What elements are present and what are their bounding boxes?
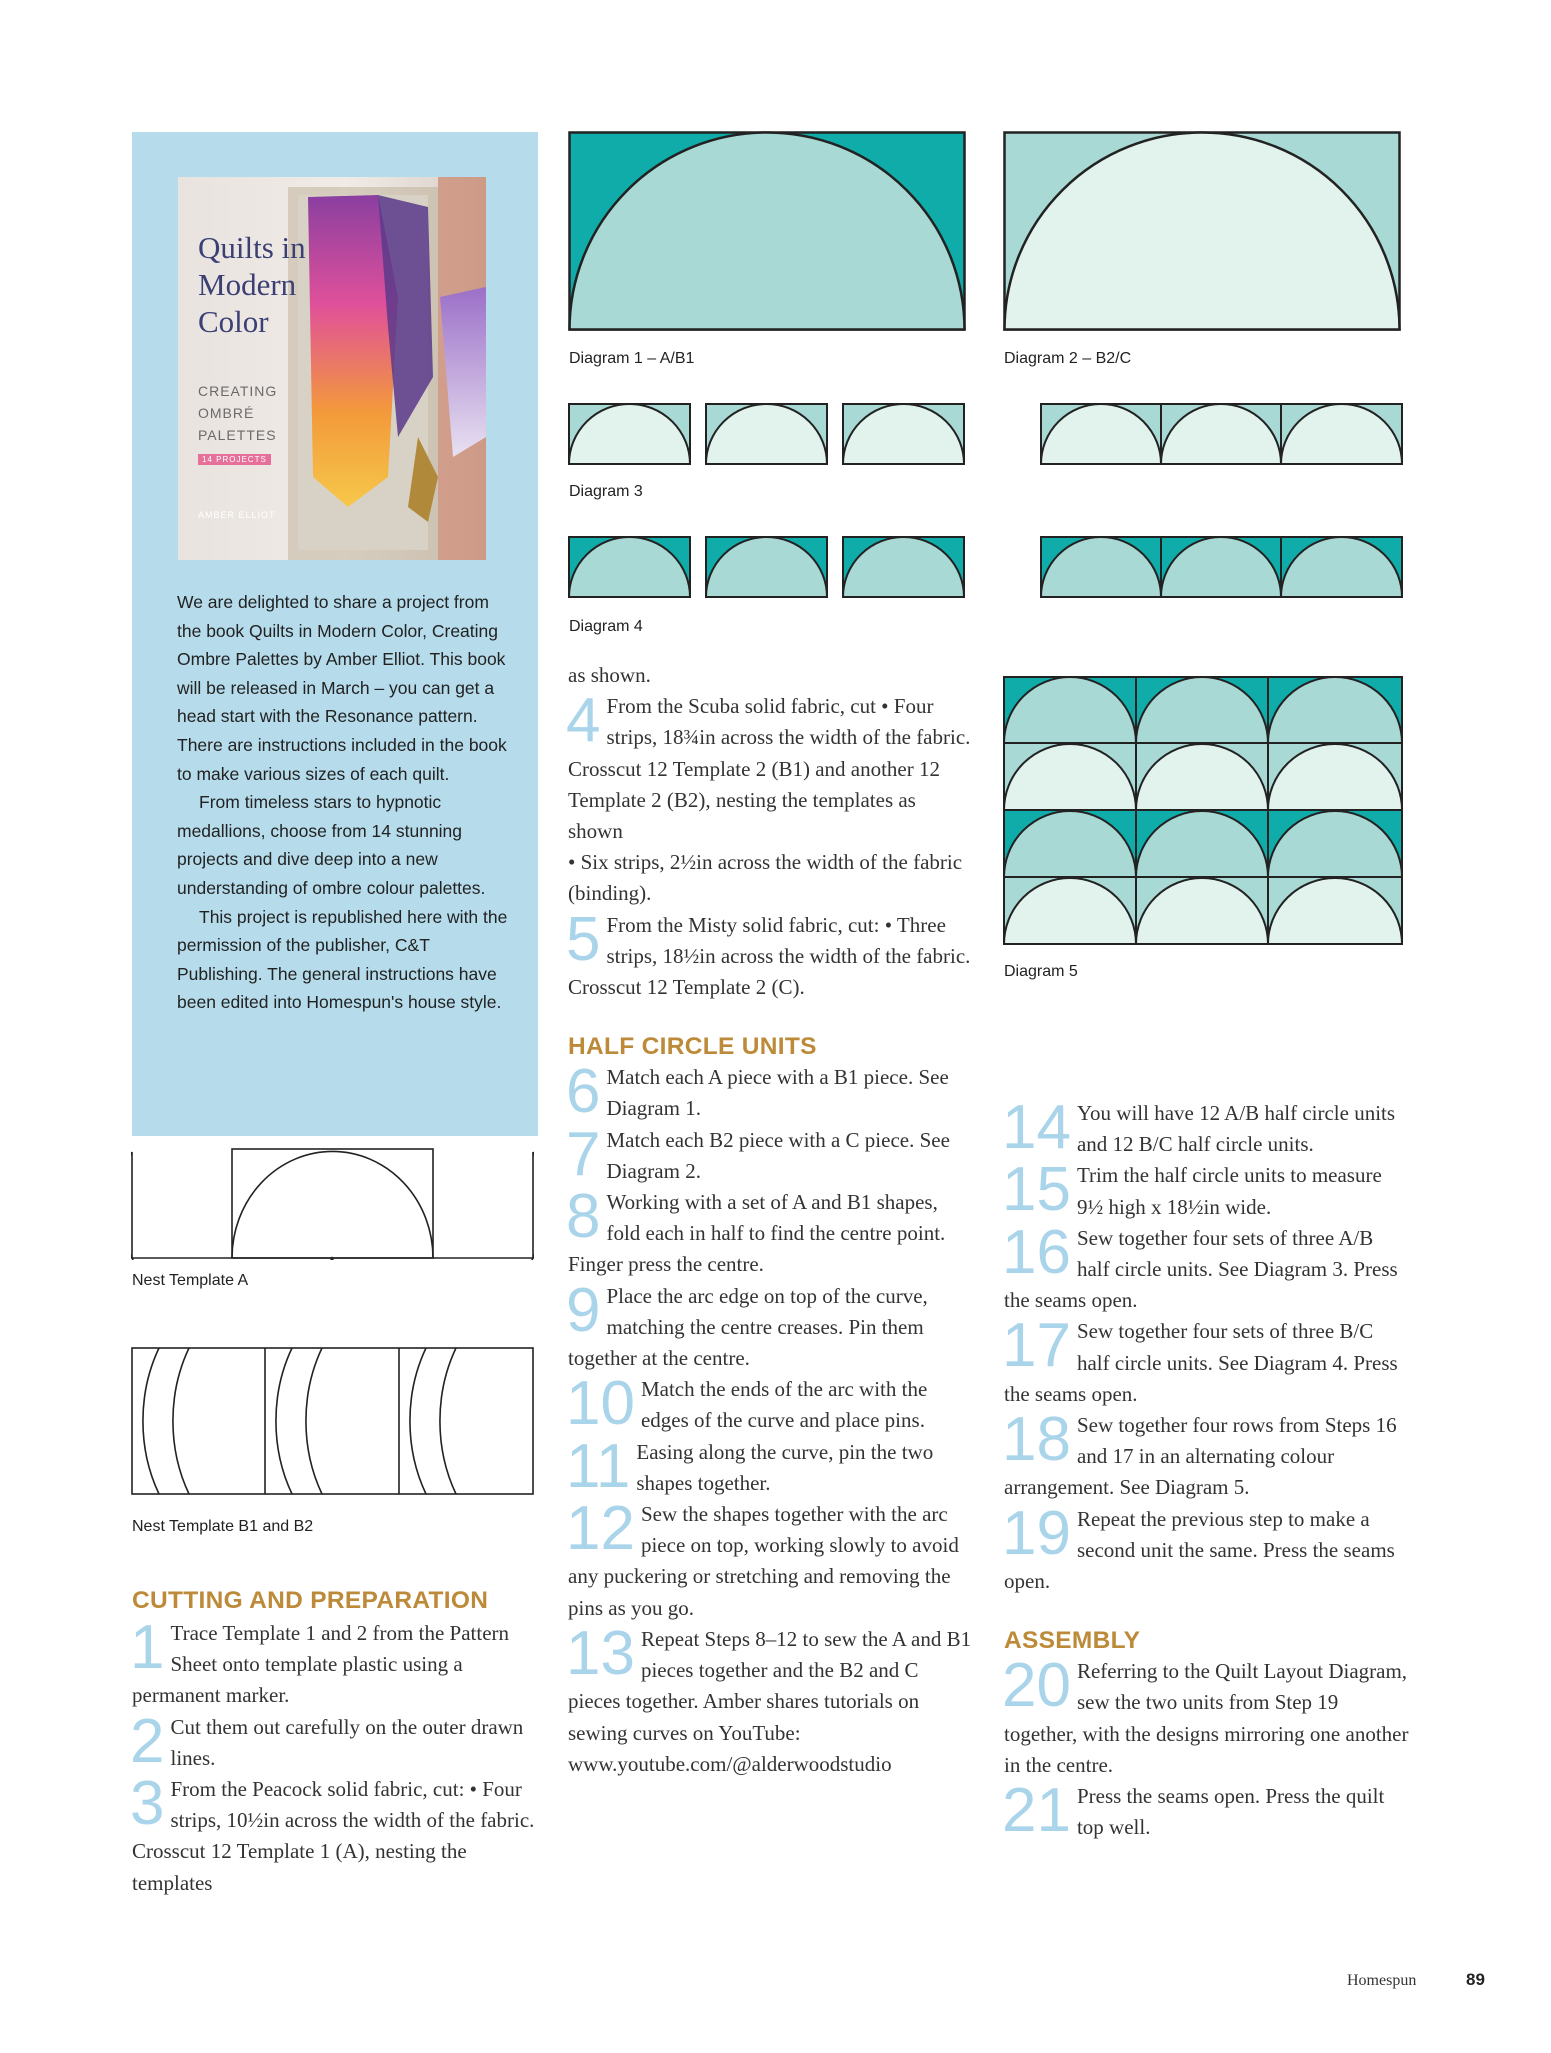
step-8: 8 Working with a set of A and B1 shapes, fold each in half to find the centre point. Finger press the centre. [566,1182,946,1277]
step-11: 11 Easing along the curve, pin the two shapes together. [566,1431,934,1501]
step-9: 9 Place the arc edge on top of the curve, matching the centre creases. Pin them together at the centre. [566,1275,928,1371]
step-18: 18 Sew together four rows from Steps 16 and 17 in an alternating colour arrangement. See Diagram 5. [1002,1405,1397,1500]
step-number: 12 [566,1494,635,1564]
nest-template-a-diagram [131,1148,534,1260]
cover-title: Quilts in Modern Color [198,230,306,339]
step-number: 6 [566,1057,601,1127]
cover-badge: 14 PROJECTS [198,454,271,465]
step-15: 15 Trim the half circle units to measure 9½ high x 18½in wide. [1002,1155,1382,1225]
intro-paragraph: From timeless stars to hypnotic medallions, choose from 14 stunning projects and dive deep into a new understanding of ombre colour palettes. [177,792,486,898]
step-number: 2 [130,1706,165,1776]
step-number: 3 [130,1769,165,1839]
cover-author: AMBER ELLIOT [198,510,276,520]
step-number: 14 [1002,1093,1071,1162]
step-number: 13 [566,1618,635,1688]
step-number: 5 [566,904,601,974]
section-heading-cutting: CUTTING AND PREPARATION [132,1587,489,1614]
cover-subtitle: CREATING OMBRÉ PALETTES [198,383,278,443]
nest-template-a-caption: Nest Template A [132,1272,249,1289]
step-7: 7 Match each B2 piece with a C piece. See Diagram 2. [566,1119,950,1189]
section-heading-assembly: ASSEMBLY [1004,1627,1141,1655]
step-number: 21 [1002,1776,1071,1846]
intro-paragraph: We are delighted to share a project from the book Quilts in Modern Color, Creating Ombre Palettes by Amber Elliot. This book will be released in March – you can get a head start with the Resonance pattern. There are instructions included in the book to make various sizes of each quilt. [177,592,507,784]
step-number: 8 [566,1182,601,1252]
step-3-continued: as shown. [568,663,651,687]
diagram-3-right [1040,403,1403,465]
step-16: 16 Sew together four sets of three A/B half circle units. See Diagram 3. Press the seams open. [1002,1217,1398,1313]
step-10: 10 Match the ends of the arc with the edges of the curve and place pins. [566,1369,928,1439]
nest-template-b-diagram [131,1347,534,1495]
step-2: 2 Cut them out carefully on the outer drawn lines. [130,1706,524,1776]
step-number: 1 [130,1613,165,1682]
step-number: 9 [566,1275,601,1345]
step-21: 21 Press the seams open. Press the quilt top well. [1002,1776,1385,1846]
step-number: 17 [1002,1311,1071,1381]
step-number: 11 [566,1431,631,1501]
diagram-2-caption: Diagram 2 – B2/C [1004,350,1132,367]
step-19: 19 Repeat the previous step to make a second unit the same. Press the seams open. [1002,1498,1395,1594]
section-heading-half-circle: HALF CIRCLE UNITS [568,1033,817,1061]
column-2 [568,660,973,1780]
intro-text [177,588,517,1017]
step-12: 12 Sew the shapes together with the arc piece on top, working slowly to avoid any puckering or stretching and removing the pins as you go. [566,1494,959,1620]
step-number: 7 [566,1119,601,1189]
step-number: 15 [1002,1155,1071,1225]
diagram-5-caption: Diagram 5 [1004,963,1078,980]
step-number: 18 [1002,1405,1071,1475]
step-number: 4 [566,686,601,756]
intro-paragraph: This project is republished here with the permission of the publisher, C&T Publishing. The general instructions have been edited into Homespun's house style. [177,906,508,1013]
step-5: 5 From the Misty solid fabric, cut: • Three strips, 18½in across the width of the fabric. Crosscut 12 Template 2 (C). [566,904,971,1000]
diagram-4-right [1040,536,1403,598]
diagram-1-caption: Diagram 1 – A/B1 [569,350,695,367]
magazine-name: Homespun [1347,1972,1417,1989]
diagram-1 [568,131,966,331]
page-number: 89 [1466,1970,1485,1989]
book-cover-image [178,177,486,560]
step-1: 1 Trace Template 1 and 2 from the Pattern Sheet onto template plastic using a permanent marker. [130,1613,510,1708]
step-6: 6 Match each A piece with a B1 piece. See Diagram 1. [566,1057,949,1127]
step-4-binding: • Six strips, 2½in across the width of the fabric (binding). [568,850,963,906]
step-13: 13 Repeat Steps 8–12 to sew the A and B1 pieces together and the B2 and C pieces together. Amber shares tutorials on sewing curves on YouTube: www.youtube.com/@alderwoodstudio [566,1618,972,1776]
diagram-4-left [568,536,966,598]
step-number: 20 [1002,1651,1071,1721]
step-3: 3 From the Peacock solid fabric, cut: • Four strips, 10½in across the width of the fabric. Crosscut 12 Template 1 (A), nesting the templates [130,1769,535,1895]
step-4: 4 From the Scuba solid fabric, cut • Four strips, 18¾in across the width of the fabric. Crosscut 12 Template 2 (B1) and another 12 Template 2 (B2), nesting the templates as shown [566,686,971,844]
column-1 [132,1585,537,1899]
diagram-3-caption: Diagram 3 [569,483,643,500]
diagram-4-caption: Diagram 4 [569,618,643,635]
nest-template-b-caption: Nest Template B1 and B2 [132,1518,314,1535]
step-number: 10 [566,1369,635,1439]
step-number: 16 [1002,1217,1071,1287]
step-20: 20 Referring to the Quilt Layout Diagram, sew the two units from Step 19 together, with the designs mirroring one another in the centre. [1002,1651,1409,1777]
step-number: 19 [1002,1498,1071,1568]
diagram-2 [1003,131,1401,331]
step-14: 14 You will have 12 A/B half circle units and 12 B/C half circle units. [1002,1093,1396,1162]
diagram-5 [1003,676,1403,946]
column-3 [1002,1093,1409,1846]
step-17: 17 Sew together four sets of three B/C half circle units. See Diagram 4. Press the seams open. [1002,1311,1398,1406]
diagram-3-left [568,403,966,465]
